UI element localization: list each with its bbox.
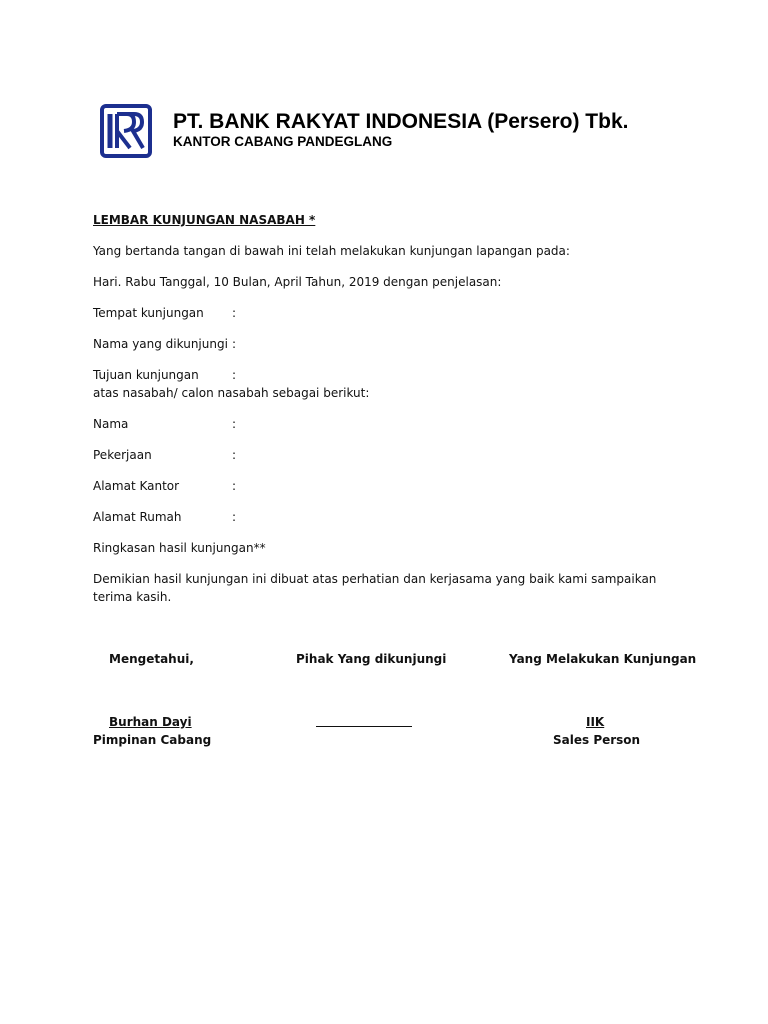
visit-place-separator: : xyxy=(232,306,237,320)
customer-name-separator: : xyxy=(232,417,237,431)
sales-person-title: Sales Person xyxy=(553,733,641,747)
customer-name-label: Nama xyxy=(93,417,129,431)
occupation-separator: : xyxy=(232,448,237,462)
visited-name-separator: : xyxy=(232,337,237,351)
document-title: LEMBAR KUNJUNGAN NASABAH * xyxy=(93,213,316,227)
visited-signature-line xyxy=(316,726,412,727)
bri-logo-icon xyxy=(100,104,152,158)
closing-text: Demikian hasil kunjungan ini dibuat atas perhatian dan kerjasama yang baik kami sampaikan terima kasih. xyxy=(93,572,657,604)
company-name: PT. BANK RAKYAT INDONESIA (Persero) Tbk. xyxy=(173,110,629,133)
visit-purpose-separator: : xyxy=(232,368,237,382)
customer-intro: atas nasabah/ calon nasabah sebagai berikut: xyxy=(93,386,370,400)
branch-name: KANTOR CABANG PANDEGLANG xyxy=(173,134,393,149)
acknowledged-heading: Mengetahui, xyxy=(109,652,194,666)
occupation-label: Pekerjaan xyxy=(93,448,152,462)
intro-text: Yang bertanda tangan di bawah ini telah melakukan kunjungan lapangan pada: xyxy=(93,244,570,258)
office-address-label: Alamat Kantor xyxy=(93,479,180,493)
home-address-separator: : xyxy=(232,510,237,524)
visitor-heading: Yang Melakukan Kunjungan xyxy=(509,652,697,666)
office-address-separator: : xyxy=(232,479,237,493)
visit-place-label: Tempat kunjungan xyxy=(93,306,204,320)
sales-person-name: IIK xyxy=(586,715,605,729)
visited-party-heading: Pihak Yang dikunjungi xyxy=(296,652,447,666)
home-address-label: Alamat Rumah xyxy=(93,510,182,524)
branch-head-name: Burhan Dayi xyxy=(109,715,192,729)
visited-name-label: Nama yang dikunjungi xyxy=(93,337,228,351)
date-line: Hari. Rabu Tanggal, 10 Bulan, April Tahun, 2019 dengan penjelasan: xyxy=(93,275,502,289)
visit-purpose-label: Tujuan kunjungan xyxy=(93,368,199,382)
branch-head-title: Pimpinan Cabang xyxy=(93,733,212,747)
summary-label: Ringkasan hasil kunjungan** xyxy=(93,541,266,555)
